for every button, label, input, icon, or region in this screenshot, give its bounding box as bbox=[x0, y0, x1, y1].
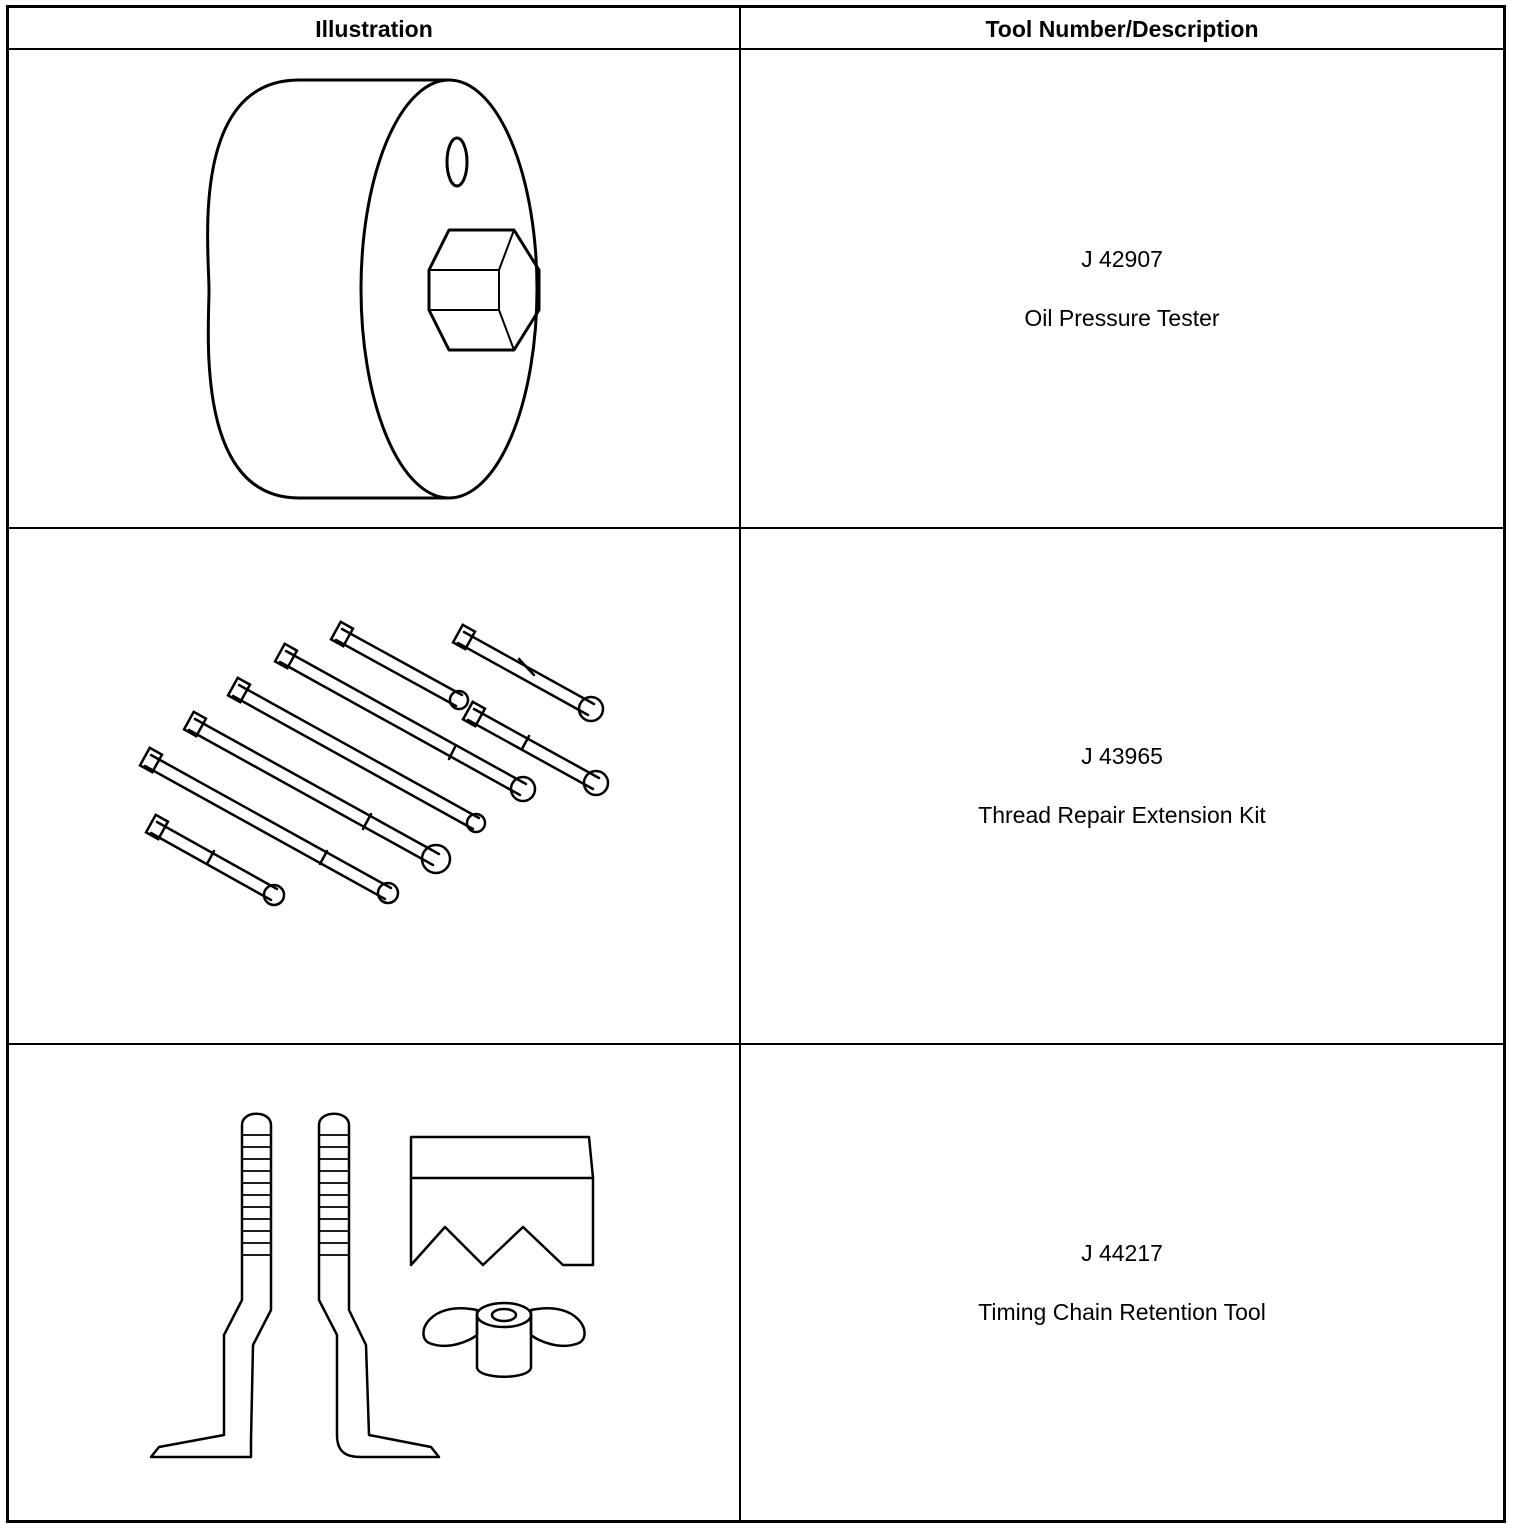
wing-nut-icon bbox=[423, 1303, 584, 1377]
extension-bar-icon bbox=[184, 712, 450, 873]
tool-name-1: Oil Pressure Tester bbox=[1024, 304, 1220, 331]
tool-row-1-description-cell bbox=[741, 50, 1503, 527]
retention-bolt-icon bbox=[319, 1114, 439, 1457]
tool-number-2: J 43965 bbox=[1081, 743, 1163, 769]
tool-row-3-description-cell bbox=[741, 1045, 1503, 1520]
tool-number-1: J 42907 bbox=[1081, 245, 1163, 272]
tool-number-3: J 44217 bbox=[1081, 1239, 1163, 1266]
header-illustration: Illustration bbox=[315, 15, 433, 42]
oil-pressure-tester-illustration bbox=[9, 50, 739, 527]
tool-row-3-illustration-cell bbox=[9, 1045, 739, 1520]
timing-chain-retention-tool-illustration bbox=[9, 1045, 739, 1520]
extension-bar-icon bbox=[463, 702, 608, 795]
tool-row-1-illustration-cell bbox=[9, 50, 739, 527]
retention-bolt-icon bbox=[151, 1114, 271, 1457]
thread-repair-extension-kit-illustration bbox=[9, 529, 739, 1043]
extension-bar-icon bbox=[453, 625, 603, 721]
tool-name-2: Thread Repair Extension Kit bbox=[978, 802, 1266, 828]
header-tool-number-description: Tool Number/Description bbox=[985, 15, 1259, 42]
tool-table bbox=[6, 5, 1506, 1523]
extension-bar-icon bbox=[331, 622, 468, 709]
tool-name-3: Timing Chain Retention Tool bbox=[978, 1298, 1266, 1325]
chain-retainer-block-icon bbox=[411, 1137, 593, 1265]
tool-row-2-description-cell bbox=[741, 529, 1503, 1043]
tool-row-2-illustration-cell bbox=[9, 529, 739, 1043]
extension-bar-icon bbox=[146, 815, 284, 905]
